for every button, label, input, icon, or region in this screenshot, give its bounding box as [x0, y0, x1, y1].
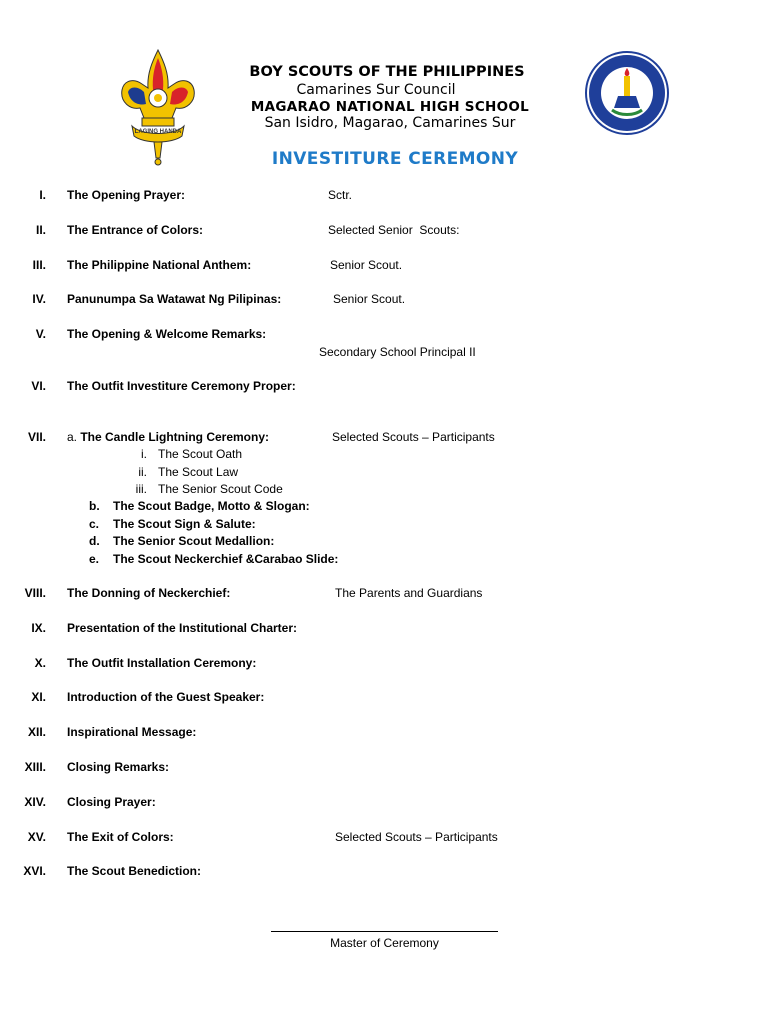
item-title: Presentation of the Institutional Charter:: [67, 621, 298, 635]
sub-item-text: The Senior Scout Medallion:: [113, 534, 275, 548]
item-number: XIV.: [24, 795, 46, 809]
school-name: MAGARAO NATIONAL HIGH SCHOOL: [250, 99, 530, 115]
item-title: The Entrance of Colors:: [67, 223, 204, 237]
item-number: VII.: [27, 430, 46, 444]
item-number: VIII.: [24, 586, 46, 600]
item-responsible: Selected Senior Scouts:: [328, 223, 460, 237]
item-number: II.: [35, 223, 46, 237]
organization-name: BOY SCOUTS OF THE PHILIPPINES: [249, 64, 525, 80]
item-responsible: Selected Scouts – Participants: [332, 430, 495, 444]
item-prefix: a.: [67, 430, 81, 444]
item-number: V.: [35, 327, 46, 341]
sub-item-letter: c.: [89, 517, 100, 531]
item-title: The Outfit Installation Ceremony:: [67, 656, 257, 670]
sub-item-number: iii.: [135, 482, 147, 496]
sub-item-letter: e.: [89, 552, 100, 566]
item-responsible: The Parents and Guardians: [335, 586, 483, 600]
item-number: VI.: [31, 379, 46, 393]
document-title: INVESTITURE CEREMONY: [271, 149, 519, 169]
item-title-text: The Candle Lightning Ceremony:: [80, 430, 270, 444]
sub-item-letter: d.: [89, 534, 100, 548]
item-title: The Opening & Welcome Remarks:: [67, 327, 267, 341]
item-number: I.: [39, 188, 46, 202]
item-responsible: Selected Scouts – Participants: [335, 830, 498, 844]
item-title: The Donning of Neckerchief:: [67, 586, 231, 600]
sub-item-number: i.: [141, 447, 147, 461]
item-number: XVI.: [23, 864, 46, 878]
item-number: IX.: [31, 621, 46, 635]
item-title: The Outfit Investiture Ceremony Proper:: [67, 379, 296, 393]
sub-item-text: The Senior Scout Code: [158, 482, 283, 496]
item-title: Introduction of the Guest Speaker:: [67, 690, 265, 704]
item-title: The Philippine National Anthem:: [67, 258, 252, 272]
item-responsible: Senior Scout.: [333, 292, 406, 306]
council-name: Camarines Sur Council: [296, 82, 456, 98]
item-responsible: Sctr.: [328, 188, 353, 202]
sub-item-letter: b.: [89, 499, 100, 513]
sub-item-text: The Scout Badge, Motto & Slogan:: [113, 499, 310, 513]
item-title: Closing Prayer:: [67, 795, 156, 809]
school-address: San Isidro, Magarao, Camarines Sur: [264, 115, 516, 131]
item-responsible: Secondary School Principal II: [319, 345, 476, 359]
item-number: III.: [32, 258, 46, 272]
item-number: X.: [34, 656, 46, 670]
item-number: IV.: [32, 292, 46, 306]
item-number: XII.: [27, 725, 46, 739]
sub-item-text: The Scout Neckerchief &Carabao Slide:: [113, 552, 339, 566]
item-title: Panunumpa Sa Watawat Ng Pilipinas:: [67, 292, 282, 306]
sub-item-text: The Scout Oath: [158, 447, 243, 461]
item-title: Inspirational Message:: [67, 725, 197, 739]
emblem-motto: LAGING HANDA: [134, 129, 182, 135]
sub-item-text: The Scout Sign & Salute:: [113, 517, 256, 531]
signature-role: Master of Ceremony: [330, 936, 439, 950]
item-title: The Exit of Colors:: [67, 830, 174, 844]
item-title: [67, 430, 269, 444]
item-responsible: Senior Scout.: [330, 258, 403, 272]
item-title: Closing Remarks:: [67, 760, 170, 774]
sub-item-text: The Scout Law: [158, 465, 239, 479]
item-number: XV.: [27, 830, 46, 844]
item-title: The Scout Benediction:: [67, 864, 202, 878]
signature-line: [271, 931, 498, 932]
item-number: XIII.: [24, 760, 46, 774]
sub-item-number: ii.: [138, 465, 147, 479]
item-title: The Opening Prayer:: [67, 188, 186, 202]
item-number: XI.: [31, 690, 46, 704]
